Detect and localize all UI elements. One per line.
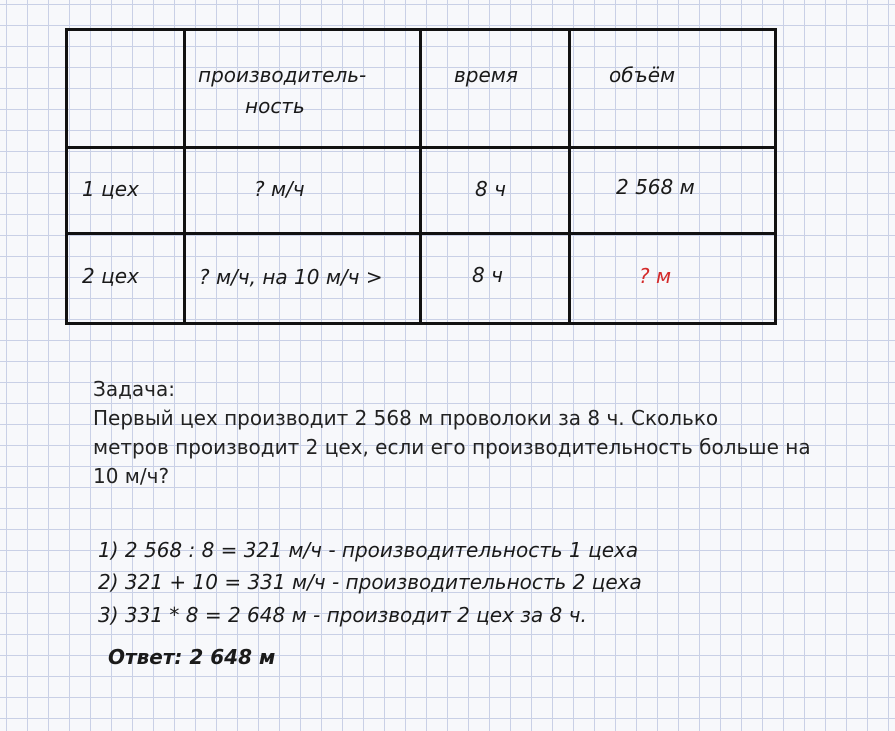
table-divider — [419, 31, 422, 322]
solution-step-1: 1) 2 568 : 8 = 321 м/ч - производительность 1 цеха — [98, 538, 639, 562]
header-time: время — [454, 63, 518, 87]
solution-step-2: 2) 321 + 10 = 331 м/ч - производительность 2 цеха — [98, 570, 642, 594]
row1-volume: 2 568 м — [616, 175, 695, 199]
row2-productivity: ? м/ч, на 10 м/ч > — [199, 265, 383, 289]
table-divider — [568, 31, 571, 322]
task-line: Первый цех производит 2 568 м проволоки за 8 ч. Сколько — [93, 406, 719, 430]
row1-label: 1 цех — [82, 177, 139, 201]
row1-time: 8 ч — [475, 177, 506, 201]
task-text — [93, 375, 873, 491]
table-divider — [68, 146, 774, 149]
header-productivity-line1: производитель- — [198, 63, 367, 87]
row1-productivity: ? м/ч — [254, 177, 305, 201]
row2-label: 2 цех — [82, 264, 139, 288]
header-productivity-line2: ность — [245, 94, 305, 118]
task-line: метров производит 2 цех, если его производительность больше на — [93, 435, 811, 459]
row2-time: 8 ч — [472, 263, 503, 287]
row2-volume-unknown: ? м — [639, 264, 672, 288]
task-title: Задача: — [93, 377, 175, 401]
solution-step-3: 3) 331 * 8 = 2 648 м - производит 2 цех за 8 ч. — [98, 603, 587, 627]
answer: Ответ: 2 648 м — [108, 645, 276, 669]
task-line: 10 м/ч? — [93, 464, 170, 488]
header-volume: объём — [609, 63, 676, 87]
table-divider — [183, 31, 186, 322]
table-divider — [68, 232, 774, 235]
data-table — [65, 28, 777, 325]
